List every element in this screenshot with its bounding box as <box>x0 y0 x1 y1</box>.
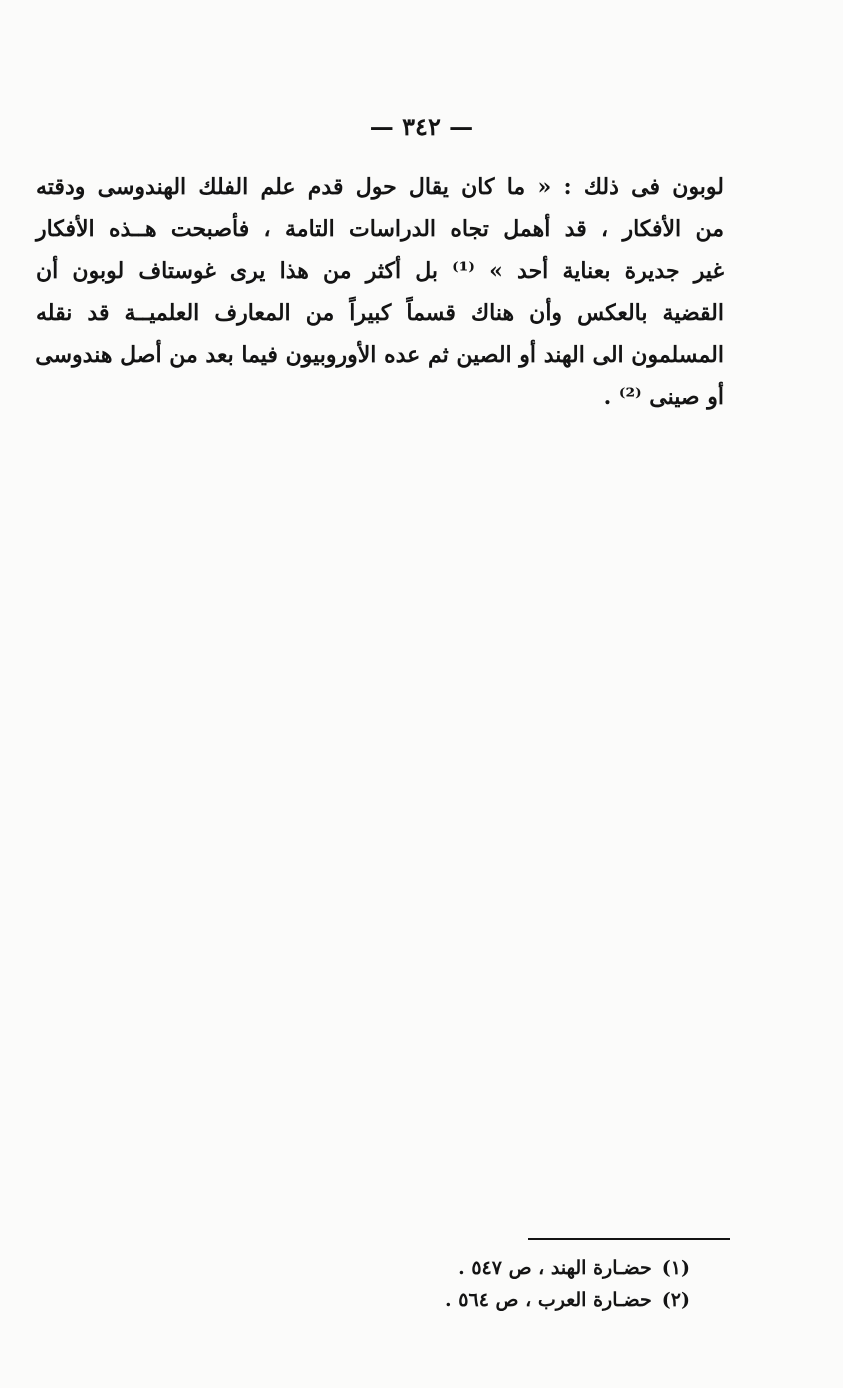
footnote-marker: (٢) <box>661 1289 690 1311</box>
body-line: القضية بالعكس وأن هناك قسماً كبيراً من المعارف العلميــة قد نقله <box>36 300 724 326</box>
footnote-text: حضـارة الهند ، ص ٥٤٧ . <box>458 1257 652 1279</box>
page-number: — ٣٤٢ — <box>369 112 474 141</box>
footnote-marker: (١) <box>661 1257 690 1279</box>
body-line: من الأفكار ، قد أهمل تجاه الدراسات التامة ، فأصبحت هــذه الأفكار <box>36 216 724 242</box>
body-line: المسلمون الى الهند أو الصين ثم عده الأوروبيون فيما بعد من أصل هندوسى <box>35 342 724 368</box>
footnote-text: حضـارة العرب ، ص ٥٦٤ . <box>445 1289 652 1311</box>
footnote-divider <box>528 1238 730 1240</box>
body-line: غير جديرة بعناية أحد » ⁽¹⁾ بل أكثر من هذا يرى غوستاف لوبون أن <box>36 258 724 284</box>
footnotes <box>300 1252 690 1316</box>
footnote-2 <box>300 1284 690 1316</box>
body-line: أو صينى ⁽²⁾ . <box>603 384 724 410</box>
body-paragraph <box>36 166 724 418</box>
body-line: لوبون فى ذلك : « ما كان يقال حول قدم علم الفلك الهندوسى ودقته <box>36 174 724 200</box>
footnote-1 <box>300 1252 690 1284</box>
